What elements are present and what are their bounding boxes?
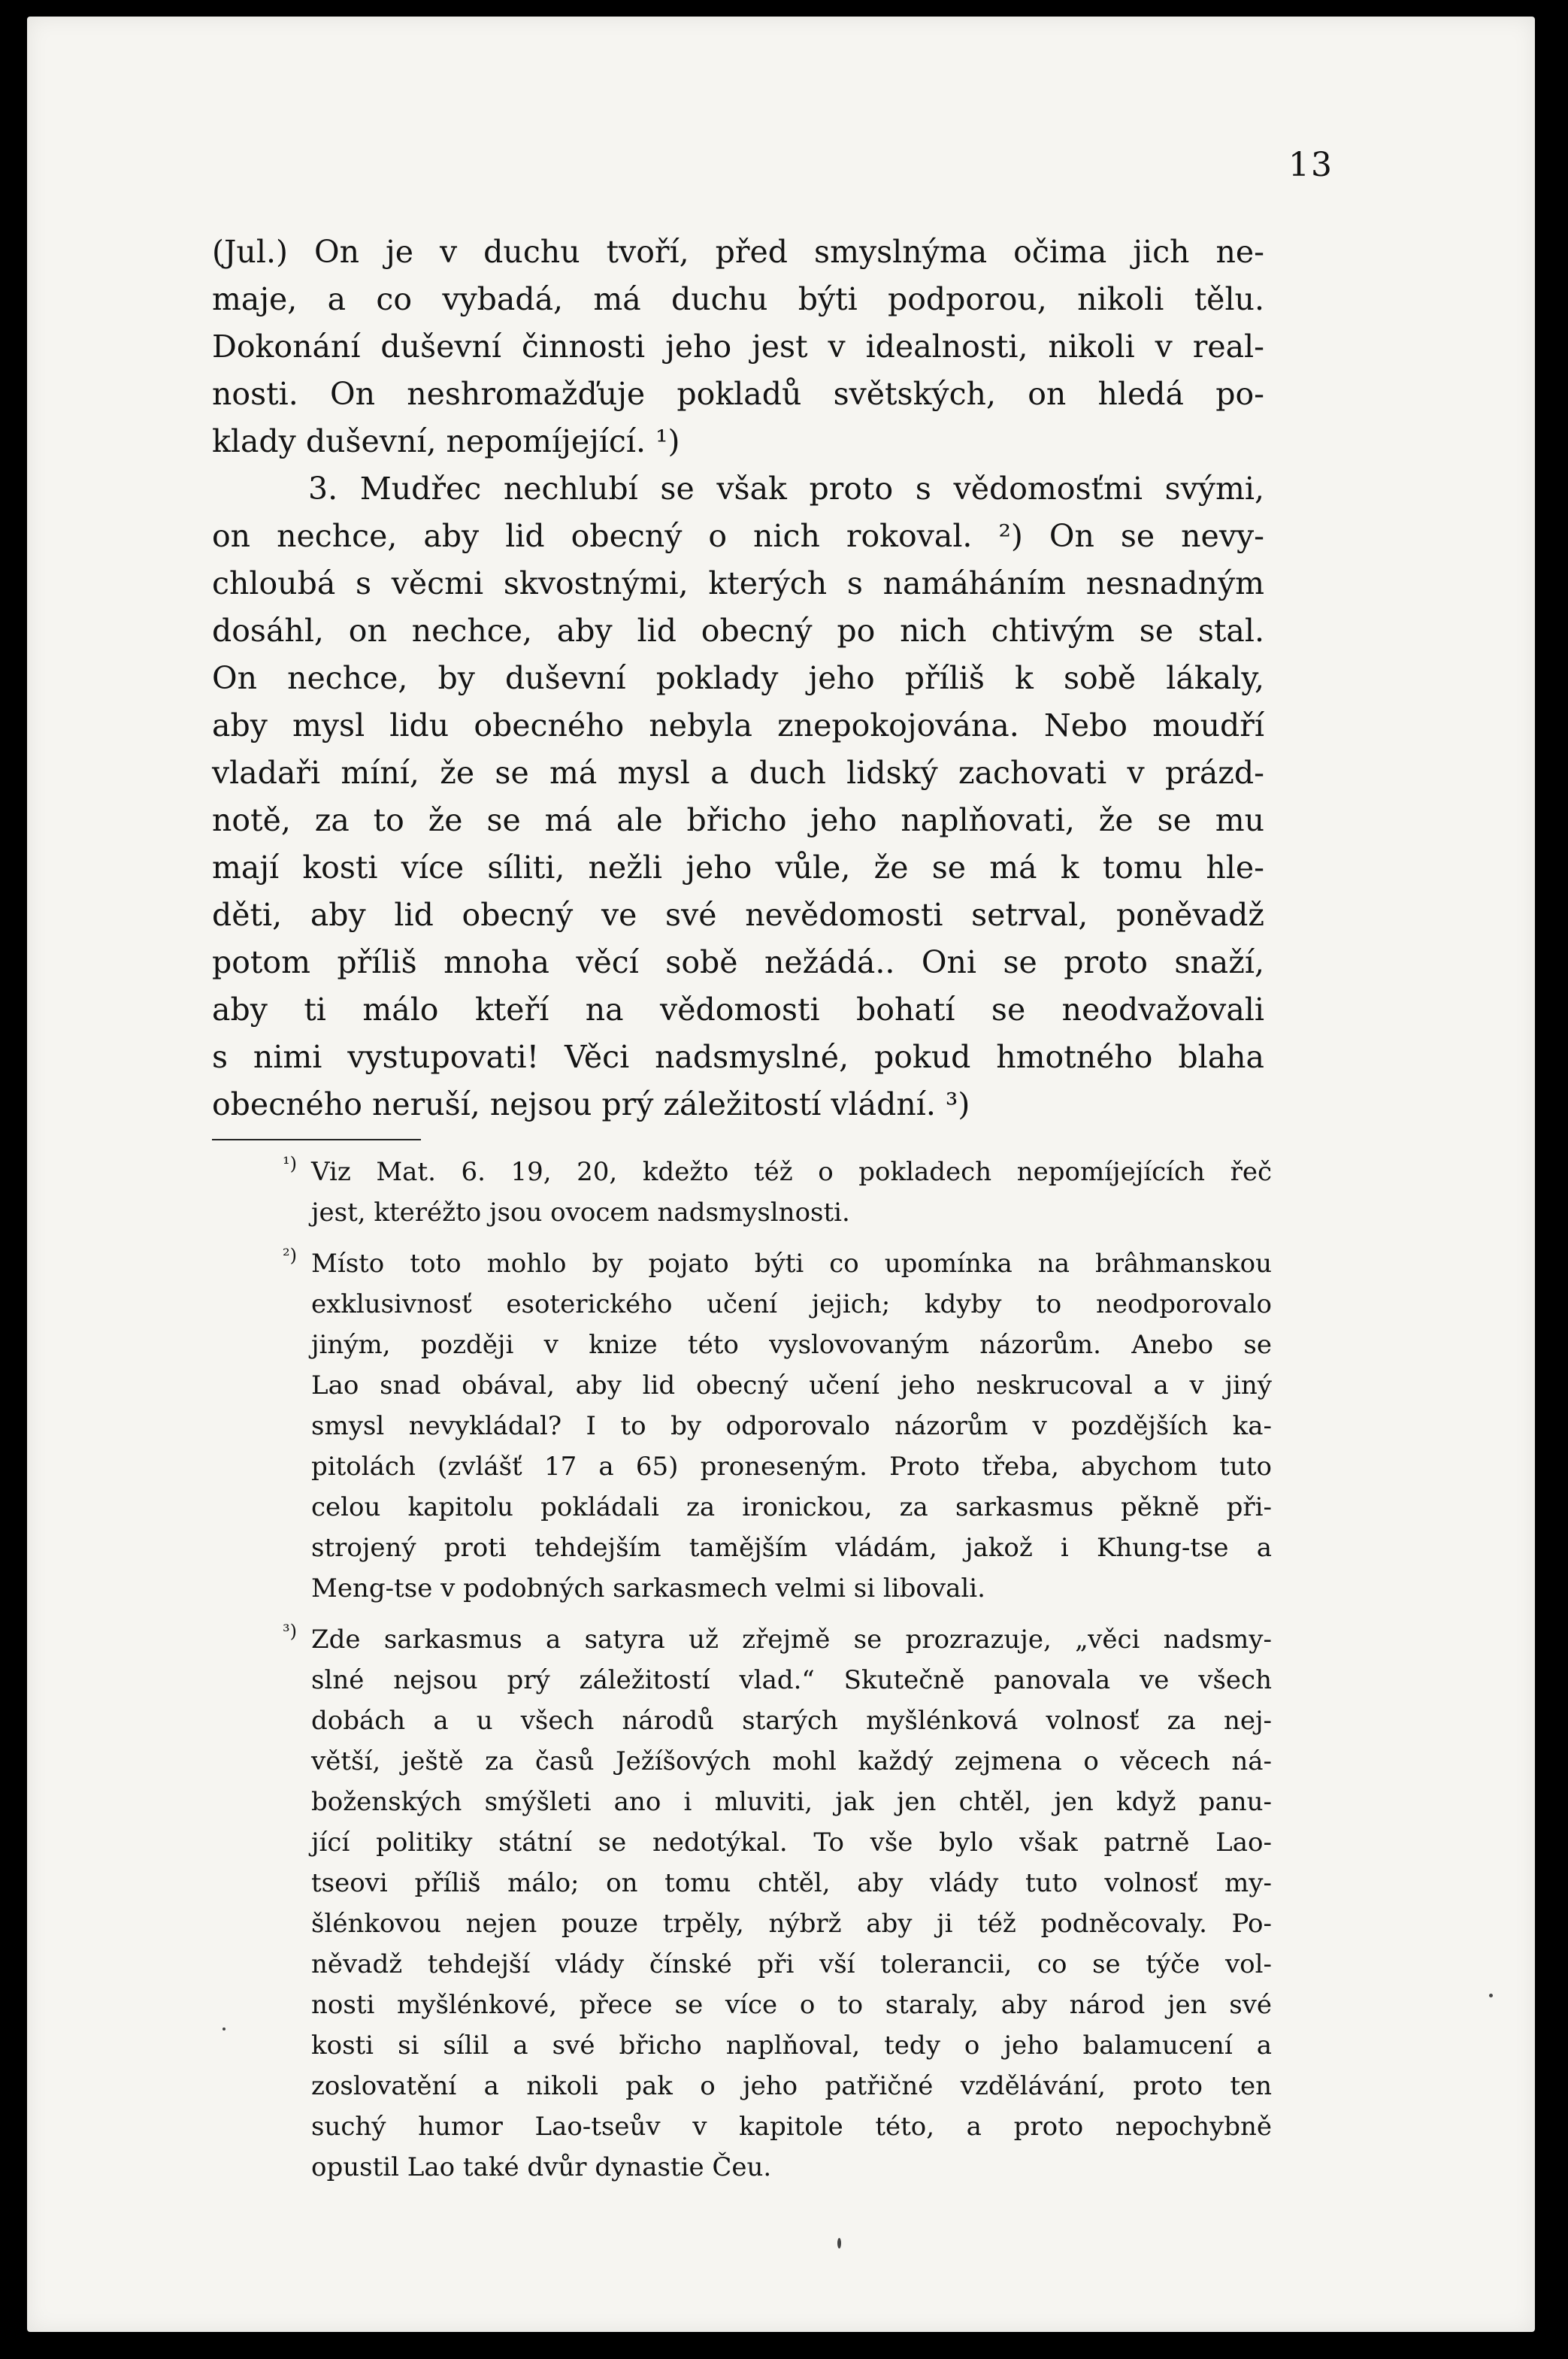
text-line: notě, za to že se má ale břicho jeho naplňovati, že se mu: [212, 802, 1264, 838]
footnote-1: [212, 1152, 1272, 1233]
text-line: vladaři míní, že se má mysl a duch lidský zachovati v prázd-: [212, 755, 1264, 791]
footnote-line: větší, ještě za časů Ježíšových mohl každý zejmena o věcech ná-: [311, 1746, 1272, 1776]
footnote-line: Místo toto mohlo by pojato býti co upomínka na brâhmanskou: [311, 1249, 1272, 1279]
footnote-line: exklusivnosť esoterického učení jejich; kdyby to neodporovalo: [311, 1289, 1272, 1319]
footnote-line: pitolách (zvlášť 17 a 65) proneseným. Proto třeba, abychom tuto: [311, 1452, 1272, 1482]
text-line: chloubá s věcmi skvostnými, kterých s namáháním nesnadným: [212, 565, 1264, 601]
footnote-line: něvadž tehdejší vlády čínské při vší tolerancii, co se týče vol-: [311, 1949, 1272, 1979]
text-line: on nechce, aby lid obecný o nich rokoval. ²) On se nevy-: [212, 518, 1264, 554]
footnote-mark: ²): [283, 1245, 297, 1266]
footnote-line: dobách a u všech národů starých myšlénková volnosť za nej-: [311, 1706, 1272, 1736]
footnote-line: boženských smýšleti ano i mluviti, jak jen chtěl, jen když panu-: [311, 1787, 1272, 1817]
footnote-line: smysl nevykládal? I to by odporovalo názorům v pozdějších ka-: [311, 1411, 1272, 1441]
text-line: nosti. On neshromažďuje pokladů světských, on hledá po-: [212, 376, 1264, 412]
footnote-line: strojený proti tehdejším tamějším vládám, jakož i Khung-tse a: [311, 1533, 1272, 1563]
footnote-line: nosti myšlénkové, přece se více o to staraly, aby národ jen své: [311, 1990, 1272, 2020]
text-line: (Jul.) On je v duchu tvoří, před smyslnýma očima jich ne-: [212, 234, 1264, 270]
text-line: 3. Mudřec nechlubí se však proto s vědomosťmi svými,: [308, 471, 1264, 507]
footnote-line: celou kapitolu pokládali za ironickou, za sarkasmus pěkně při-: [311, 1492, 1272, 1522]
footnote-line: šlénkovou nejen pouze trpěly, nýbrž aby ji též podněcovaly. Po-: [311, 1909, 1272, 1939]
footnote-divider: [212, 1139, 421, 1140]
footnote-line: suchý humor Lao-tseův v kapitole této, a proto nepochybně: [311, 2112, 1272, 2142]
text-line: dosáhl, on nechce, aby lid obecný po nich chtivým se stal.: [212, 613, 1264, 649]
text-line: potom příliš mnoha věcí sobě nežádá.. Oni se proto snaží,: [212, 944, 1264, 980]
footnotes: [212, 1152, 1272, 2198]
text-line: Dokonání duševní činnosti jeho jest v idealnosti, nikoli v real-: [212, 329, 1264, 365]
footnote-2: [212, 1243, 1272, 1609]
footnote-line: Viz Mat. 6. 19, 20, kdežto též o pokladech nepomíjejících řeč: [311, 1157, 1272, 1187]
footnote-line: kosti si sílil a své břicho naplňoval, tedy o jeho balamucení a: [311, 2030, 1272, 2061]
text-line: děti, aby lid obecný ve své nevědomosti setrval, poněvadž: [212, 897, 1264, 933]
text-line: maje, a co vybadá, má duchu býti podporou, nikoli tělu.: [212, 281, 1264, 317]
text-line: aby ti málo kteří na vědomosti bohatí se neodvažovali: [212, 992, 1264, 1028]
text-line: klady duševní, nepomíjející. ¹): [212, 423, 680, 459]
footnote-line: jící politiky státní se nedotýkal. To vše bylo však patrně Lao-: [311, 1828, 1272, 1858]
text-line: obecného neruší, nejsou prý záležitostí vládní. ³): [212, 1086, 970, 1122]
footnote-3: [212, 1619, 1272, 2188]
footnote-mark: ³): [283, 1621, 297, 1642]
page-number: 13: [1288, 146, 1333, 184]
footnote-line: Meng-tse v podobných sarkasmech velmi si libovali.: [311, 1573, 985, 1603]
footnote-line: opustil Lao také dvůr dynastie Čeu.: [311, 2152, 772, 2182]
footnote-line: jest, kteréžto jsou ovocem nadsmyslnosti.: [311, 1198, 850, 1228]
footnote-line: jiným, později v knize této vyslovovaným názorům. Anebo se: [311, 1330, 1272, 1360]
footnote-line: Zde sarkasmus a satyra už zřejmě se prozrazuje, „věci nadsmy-: [311, 1625, 1272, 1655]
footnote-line: slné nejsou prý záležitostí vlad.“ Skutečně panovala ve všech: [311, 1665, 1272, 1695]
scan-speck: [1489, 1994, 1493, 1997]
footnote-line: tseovi příliš málo; on tomu chtěl, aby vlády tuto volnosť my-: [311, 1868, 1272, 1898]
main-text: [212, 229, 1264, 1128]
footnote-mark: ¹): [283, 1153, 297, 1174]
scan-speck: [222, 2027, 226, 2030]
text-line: mají kosti více síliti, nežli jeho vůle, že se má k tomu hle-: [212, 849, 1264, 886]
text-line: On nechce, by duševní poklady jeho příliš k sobě lákaly,: [212, 660, 1264, 696]
scan-speck: [837, 2238, 841, 2248]
book-page: [27, 17, 1535, 2332]
footnote-line: zoslovatění a nikoli pak o jeho patřičné vzdělávání, proto ten: [311, 2071, 1272, 2101]
text-line: s nimi vystupovati! Věci nadsmyslné, pokud hmotného blaha: [212, 1039, 1264, 1075]
footnote-line: Lao snad obával, aby lid obecný učení jeho neskrucoval a v jiný: [311, 1370, 1272, 1401]
text-line: aby mysl lidu obecného nebyla znepokojována. Nebo moudří: [212, 707, 1264, 743]
